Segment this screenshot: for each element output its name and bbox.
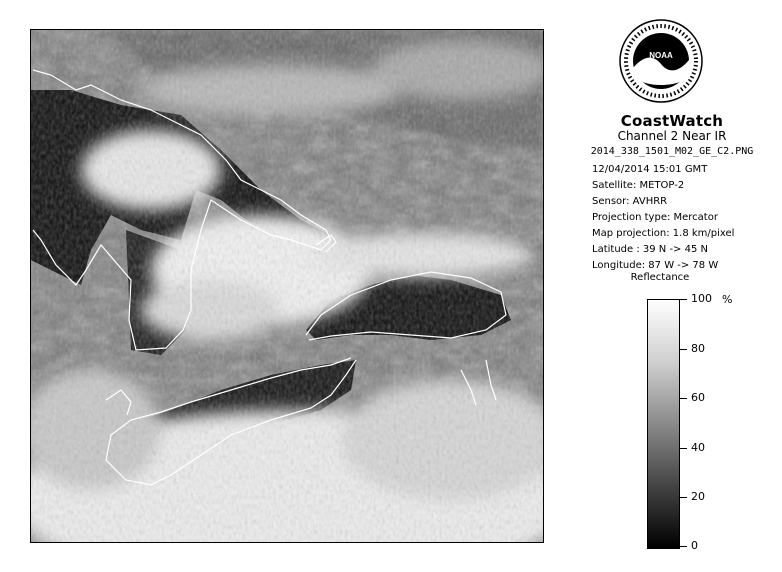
colorbar-unit: %	[722, 293, 733, 306]
colorbar-tick	[679, 497, 687, 498]
reflectance-colorbar	[647, 299, 680, 549]
satellite-image	[31, 30, 543, 542]
colorbar-tick-label: 60	[691, 391, 705, 404]
colorbar-tick-label: 80	[691, 342, 705, 355]
noaa-logo	[618, 16, 704, 106]
colorbar-tick	[679, 546, 687, 547]
sensor-label: Sensor: AVHRR	[592, 196, 668, 207]
latitude-label: Latitude : 39 N -> 45 N	[592, 244, 708, 255]
colorbar-tick	[679, 299, 687, 300]
cloud-texture	[31, 30, 543, 542]
colorbar-title: Reflectance	[630, 272, 690, 283]
noaa-logo-icon	[618, 16, 704, 106]
map-projection-label: Map projection: 1.8 km/pixel	[592, 228, 735, 239]
colorbar-tick	[679, 349, 687, 350]
filename-label: 2014_338_1501_M02_GE_C2.PNG	[590, 146, 754, 157]
datetime-label: 12/04/2014 15:01 GMT	[592, 164, 708, 175]
projection-type-label: Projection type: Mercator	[592, 212, 718, 223]
colorbar-tick-label: 0	[691, 539, 698, 552]
colorbar-tick-label: 40	[691, 441, 705, 454]
logo-label: NOAA	[649, 51, 673, 60]
app-title: CoastWatch	[620, 112, 724, 130]
satellite-map	[30, 29, 544, 543]
satellite-label: Satellite: METOP-2	[592, 180, 685, 191]
longitude-label: Longitude: 87 W -> 78 W	[592, 260, 719, 271]
colorbar-tick	[679, 398, 687, 399]
colorbar-tick	[679, 448, 687, 449]
colorbar-tick-label: 20	[691, 490, 705, 503]
channel-label: Channel 2 Near IR	[617, 129, 727, 143]
colorbar-tick-label: 100	[691, 292, 712, 305]
